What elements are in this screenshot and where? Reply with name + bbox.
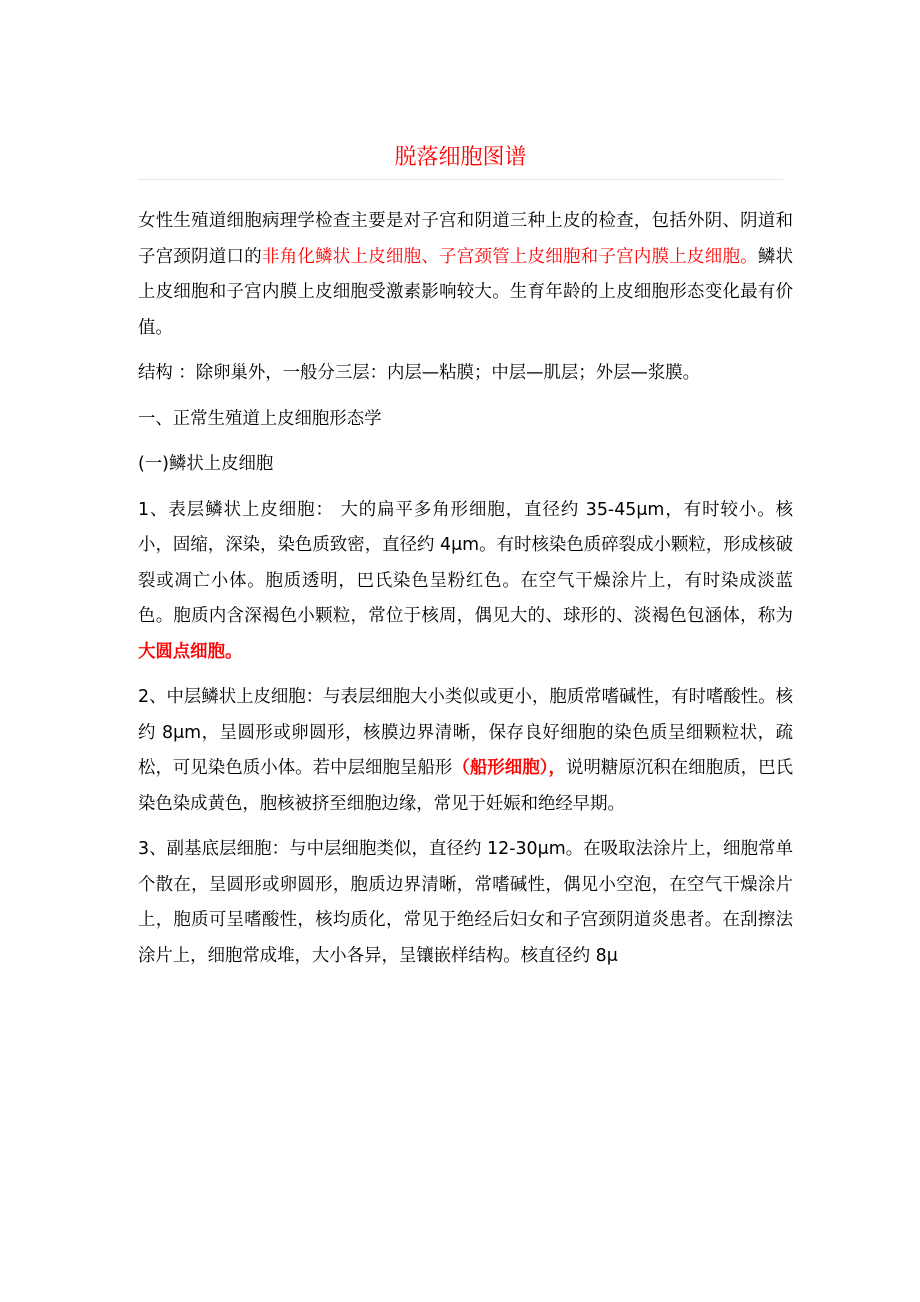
paragraph-gap bbox=[138, 392, 793, 402]
item-2-text-a: 2、中层鳞状上皮细胞：与表层细胞大小类似或更小，胞质常嗜碱性，有时嗜酸性。核约 8μm，呈圆形或卵圆形，核膜边界清晰，保存良好细胞的染色质呈细颗粒状，疏松，可见染色质小体。若中层细胞呈船形 bbox=[138, 687, 793, 778]
document-body bbox=[138, 204, 793, 974]
item-1-highlight: 大圆点细胞。 bbox=[138, 641, 243, 662]
subsection-heading: (一)鳞状上皮细胞 bbox=[138, 454, 274, 474]
item-2-paragraph bbox=[138, 680, 793, 822]
document-title: 脱落细胞图谱 bbox=[394, 145, 527, 170]
intro-paragraph bbox=[138, 204, 793, 346]
item-2-highlight: （船形细胞）， bbox=[452, 758, 566, 778]
title-divider bbox=[138, 179, 783, 180]
item-1-text: 1、表层鳞状上皮细胞： 大的扁平多角形细胞，直径约 35-45μm，有时较小。核小，固缩，深染，染色质致密，直径约 4μm。有时核染色质碎裂成小颗粒，形成核破裂或凋亡小体。胞质透明，巴氏染色呈粉红色。在空气干燥涂片上，有时染成淡蓝色。胞质内含深褐色小颗粒，常位于核周，偶见大的、球形的、淡褐色包涵体，称为 bbox=[138, 499, 793, 626]
paragraph-gap bbox=[138, 346, 793, 356]
intro-highlight: 非角化鳞状上皮细胞、子宫颈管上皮细胞和子宫内膜上皮细胞。 bbox=[261, 246, 758, 267]
intro-text-b: 鳞状上皮细胞和子宫内膜上皮细胞受激素影响较大。生育年龄的上皮细胞形态变化最有价值。 bbox=[138, 246, 793, 338]
paragraph-gap bbox=[138, 670, 793, 680]
paragraph-gap bbox=[138, 437, 793, 447]
structure-paragraph: 结构 ：除卵巢外，一般分三层：内层—粘膜；中层—肌层；外层—浆膜。 bbox=[138, 363, 701, 383]
intro-text-a: 女性生殖道细胞病理学检查主要是对子宫和阴道三种上皮的检查，包括外阴、阴道和子宫颈阴道口的 bbox=[138, 211, 793, 267]
item-2-text-b: 说明糖原沉积在细胞质，巴氏染色染成黄色，胞核被挤至细胞边缘，常见于妊娠和绝经早期。 bbox=[138, 758, 793, 814]
section-heading: 一、正常生殖道上皮细胞形态学 bbox=[138, 408, 382, 429]
paragraph-gap bbox=[138, 483, 793, 493]
item-3-paragraph: 3、副基底层细胞：与中层细胞类似，直径约 12-30μm。在吸取法涂片上，细胞常单个散在，呈圆形或卵圆形，胞质边界清晰，常嗜碱性，偶见小空泡，在空气干燥涂片上，胞质可呈嗜酸性，核均质化，常见于绝经后妇女和子宫颈阴道炎患者。在刮擦法涂片上，细胞常成堆，大小各异，呈镶嵌样结构。核直径约 8μ bbox=[138, 839, 793, 966]
item-1-paragraph bbox=[138, 493, 793, 671]
paragraph-gap bbox=[138, 822, 793, 832]
